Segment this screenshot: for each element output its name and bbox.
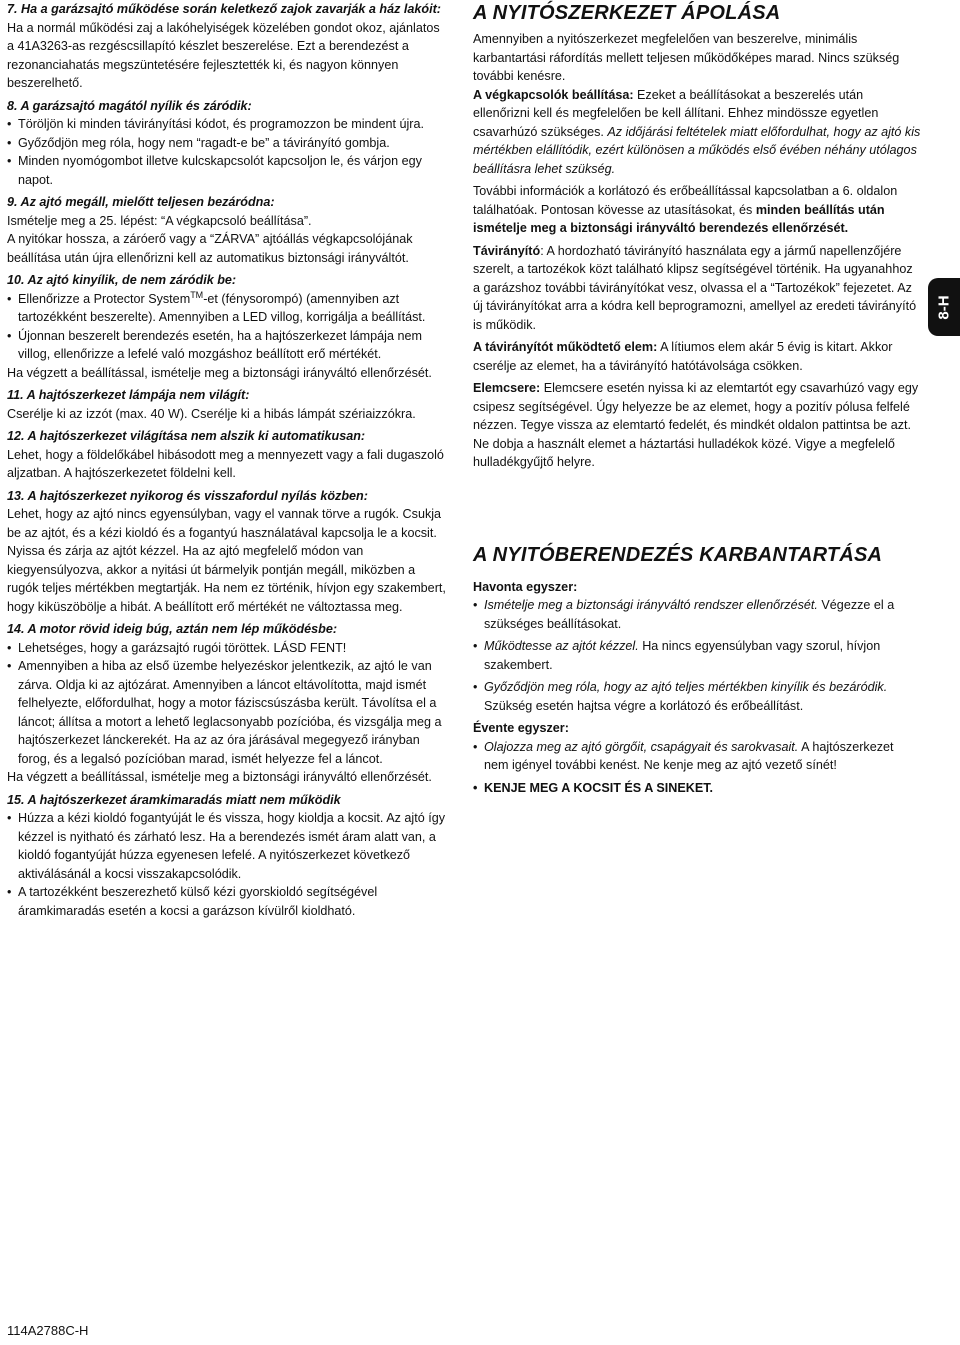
remote-paragraph: Távirányító: A hordozható távirányító használata egy a jármű napellenzőjére szerelt, a tartozékok közt található klipsz segítségével történik. Ha ugyanahhoz a garázshoz további távirányítókat vesz, olvassa el a “Tartozékok” fejezetet. Az új távirányítókat arra a kódra kell beprogramozni, amellyel az eredeti távirányító is működik. <box>473 243 917 332</box>
section-15-bullet: • Húzza a kézi kioldó fogantyúját le és vissza, hogy kioldja a kocsit. Az ajtó így kézzel is nyitható és zárható lesz. Ha a berendezés ismét áram alatt van, a kioldó fogantyúját húzza egyenesen lefelé. A nyitószerkezet következő aktiválásánál a kocsi visszakapcsolódik. <box>7 809 448 883</box>
document-code: 114A2788C-H <box>7 1323 89 1338</box>
section-11-text: Cserélje ki az izzót (max. 40 W). Cserélje ki a hibás lámpát szériaizzókra. <box>7 406 416 421</box>
yearly-item: • Olajozza meg az ajtó görgőit, csapágyait és sarokvasait. A hajtószerkezet nem igényel további kenést. Ne kenje meg az ajtó vezető sínét! <box>473 738 921 775</box>
section-14-title: 14. A motor rövid ideig búg, aztán nem lép működésbe: <box>7 622 338 636</box>
section-7-title: 7. Ha a garázsajtó működése során keletkező zajok zavarják a ház lakóit: <box>7 2 441 16</box>
battery-replace-paragraph: Elemcsere: Elemcsere esetén nyissa ki az elemtartót egy csavarhúzó vagy egy csipesz segítségével. Úgy helyezze be az elemet, hogy a pozitív pólusa felfelé nézzen. Tegye vissza az elemtartó fedelét, és mindkét oldalon pattintsa be azt. Ne dobja a használt elemet a háztartási hulladékok közé. Vigye a megfelelő hulladékgyűjtő helyre. <box>473 381 919 469</box>
right-column <box>473 0 921 797</box>
yearly-heading: Évente egyszer: <box>473 721 569 735</box>
section-12-text: Lehet, hogy a földelőkábel hibásodott meg a mennyezett vagy a fali dugaszoló aljzatban. A hajtószerkezetet földelni kell. <box>7 447 444 480</box>
maintenance-title: A NYITÓBERENDEZÉS KARBANTARTÁSA <box>473 543 883 566</box>
section-8-bullet: • Minden nyomógombot illetve kulcskapcsolót kapcsoljon le, és várjon egy napot. <box>7 152 448 189</box>
monthly-item: • Győződjön meg róla, hogy az ajtó teljes mértékben kinyílik és bezáródik. Szükség esetén hajtsa végre a korlátozó és erőbeállítást. <box>473 678 921 715</box>
section-12-title: 12. A hajtószerkezet világítása nem alszik ki automatikusan: <box>7 429 366 443</box>
section-14-bullet: • Amennyiben a hiba az első üzembe helyezéskor jelentkezik, az ajtó le van zárva. Oldja ki az ajtózárat. Amennyiben a láncot eltávolította, majd ismét felhelyezte, előfordulhat, hogy a motor fáziscsúszásba került. Távolítsa el a láncot; állítsa a motort a lehető leglacsonyabb pozícióba, és vizsgálja meg a hajtószerkezet lánckerekét. Ha az az óra járásával megegyező irányban forog, és a legalsó pozícióban marad, ismét helyezze fel a láncot. <box>7 657 448 768</box>
section-8-title: 8. A garázsajtó magától nyílik és záródik: <box>7 98 252 113</box>
section-8-bullet: • Töröljön ki minden távirányítási kódot, és programozzon be mindent újra. <box>7 115 448 134</box>
section-11-title: 11. A hajtószerkezet lámpája nem világít: <box>7 388 250 402</box>
left-column <box>7 0 448 920</box>
section-9-text: Ismételje meg a 25. lépést: “A végkapcsoló beállítása”. <box>7 213 312 228</box>
section-14-bullet: • Lehetséges, hogy a garázsajtó rugói töröttek. LÁSD FENT! <box>7 639 448 658</box>
monthly-heading: Havonta egyszer: <box>473 579 578 594</box>
monthly-item: • Működtesse az ajtót kézzel. Ha nincs egyensúlyban vagy szorul, hívjon szakembert. <box>473 637 921 674</box>
monthly-item: • Ismételje meg a biztonsági irányváltó rendszer ellenőrzését. Végezze el a szükséges beállításokat. <box>473 596 921 633</box>
section-10-text: Ha végzett a beállítással, ismételje meg a biztonsági irányváltó ellenőrzését. <box>7 365 432 380</box>
yearly-item: • KENJE MEG A KOCSIT ÉS A SINEKET. <box>473 779 921 798</box>
section-10-bullet: • Ellenőrizze a Protector System™-et (fénysorompó) (amennyiben azt tartozékként beszerelte). Amennyiben a LED villog, korrigálja a beállítást. <box>7 290 448 327</box>
limit-switch-paragraph: A végkapcsolók beállítása: Ezeket a beállításokat a beszerelés után ellenőrizni kell és megfelelően be kell állítani. Ehhez mindössze egyetlen csavarhúzó szükséges. Az időjárási feltételek miatt előfordulhat, hogy az ajtó kis mértékben elállítódik, ezért különösen a működés első évében néhány utólagos beállításra lehet szükség. <box>473 87 921 176</box>
section-8-bullet: • Győződjön meg róla, hogy nem “ragadt-e be” a távirányító gombja. <box>7 134 448 153</box>
section-9-text: A nyitókar hossza, a záróerő vagy a “ZÁRVA” ajtóállás végkapcsolójának beállítása után újra ellenőrizni kell az automatikus biztonsági irányváltót. <box>7 232 413 265</box>
section-10-bullet: • Újonnan beszerelt berendezés esetén, ha a hajtószerkezet lámpája nem villog, ellenőrizze a lefelé való mozgáshoz beállított erő mértékét. <box>7 327 448 364</box>
section-7-text: Ha a normál működési zaj a lakóhelyiségek közelében gondot okoz, ajánlatos a 41A3263-as rezgéscsillapító készlet beszerelése. Ezt a berendezést a rezonanciahatás megszüntetésére fejlesztették ki, és nagyon könnyen beszerelhető. <box>7 20 440 90</box>
further-info-paragraph: További információk a korlátozó és erőbeállítással kapcsolatban a 6. oldalon találhatóak. Pontosan kövesse az utasításokat, és minden beállítás után ismételje meg a biztonsági irányváltó berendezés ellenőrzését. <box>473 184 898 235</box>
section-13-title: 13. A hajtószerkezet nyikorog és visszafordul nyílás közben: <box>7 488 368 503</box>
trademark-mark: TM <box>190 289 204 300</box>
care-title: A NYITÓSZERKEZET ÁPOLÁSA <box>473 2 781 24</box>
section-14-text: Ha végzett a beállítással, ismételje meg a biztonsági irányváltó ellenőrzését. <box>7 770 432 784</box>
side-tab-label: 8-H <box>935 294 953 320</box>
section-15-title: 15. A hajtószerkezet áramkimaradás miatt nem működik <box>7 792 341 807</box>
section-9-title: 9. Az ajtó megáll, mielőtt teljesen bezáródna: <box>7 195 275 209</box>
page-side-tab <box>928 278 960 336</box>
section-10-title: 10. Az ajtó kinyílik, de nem záródik be: <box>7 273 237 287</box>
section-13-text: Lehet, hogy az ajtó nincs egyensúlyban, vagy el vannak törve a rugók. Csukja be az ajtót, és a kézi kioldó és a fogantyú használatával kapcsolja le a kocsit. Nyissa és zárja az ajtót kézzel. Ha az ajtó megfelelő módon van kiegyensúlyozva, akkor a nyitási út bármelyik pontján megáll, miközben a rugók teljes mértékben megtartják. Ha nem ez történik, hívjon egy szakembert, hogy kiküszöbölje a hibát. A beállított erő mértékét ne változtassa meg. <box>7 507 446 614</box>
care-intro: Amennyiben a nyitószerkezet megfelelően van beszerelve, minimális karbantartási ráfordítás mellett teljesen működőképes marad. Nincs szükség további kenésre. <box>473 32 900 83</box>
section-15-bullet: • A tartozékként beszerezhető külső kézi gyorskioldó segítségével áramkimaradás esetén a kocsi a garázson kívülről kioldható. <box>7 883 448 920</box>
battery-paragraph: A távirányítót működtető elem: A lítiumos elem akár 5 évig is kitart. Akkor cserélje az elemet, ha a távirányító hatótávolsága csökken. <box>473 340 893 373</box>
